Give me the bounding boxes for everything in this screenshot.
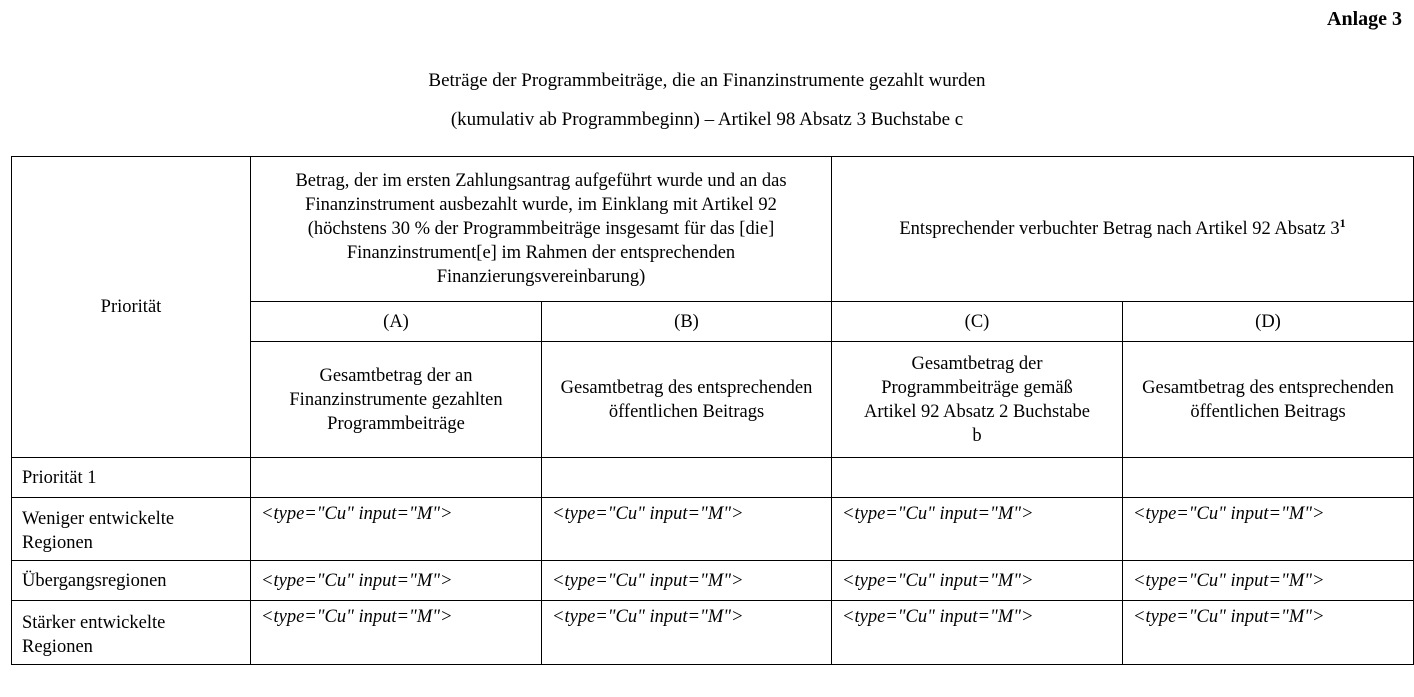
table-cell[interactable] — [542, 458, 832, 498]
table-cell[interactable]: <type="Cu" input="M"> — [1123, 601, 1414, 665]
table-cell[interactable]: <type="Cu" input="M"> — [251, 498, 542, 561]
column-description-d: Gesamtbetrag des entsprechenden öffentlichen Beitrags — [1123, 342, 1414, 458]
table-cell[interactable]: <type="Cu" input="M"> — [1123, 561, 1414, 601]
title-line-1: Beträge der Programmbeiträge, die an Finanzinstrumente gezahlt wurden — [428, 70, 986, 91]
row-label: Weniger entwickelte Regionen — [12, 498, 251, 561]
priority-header-label: Priorität — [100, 297, 162, 317]
table-cell[interactable]: <type="Cu" input="M"> — [542, 561, 832, 601]
title-line-2: (kumulativ ab Programmbeginn) – Artikel 98 Absatz 3 Buchstabe c — [450, 109, 964, 130]
group-header-ab — [251, 157, 832, 302]
table-row — [12, 458, 1414, 498]
table-cell[interactable]: <type="Cu" input="M"> — [542, 498, 832, 561]
table-cell[interactable]: <type="Cu" input="M"> — [542, 601, 832, 665]
table-cell[interactable] — [1123, 458, 1414, 498]
row-label: Stärker entwickelte Regionen — [12, 601, 251, 665]
group-header-ab-text: Betrag, der im ersten Zahlungsantrag aufgeführt wurde und an das Finanzinstrument ausbezahlt wurde, im Einklang mit Artikel 92 (höchstens 30 % der Programmbeiträge insgesamt für das [die] Finanzinstrument[e] im Rahmen der entsprechenden Finanzierungsvereinbarung) — [295, 171, 787, 287]
table-row — [12, 561, 1414, 601]
column-letter-d: (D) — [1123, 302, 1414, 342]
table-row — [12, 601, 1414, 665]
column-description-b: Gesamtbetrag des entsprechenden öffentlichen Beitrags — [542, 342, 832, 458]
group-header-cd — [832, 157, 1414, 302]
table-cell[interactable] — [251, 458, 542, 498]
group-header-cd-text: Entsprechender verbuchter Betrag nach Artikel 92 Absatz 3 — [899, 219, 1340, 239]
column-letter-c: (C) — [832, 302, 1123, 342]
row-label: Übergangsregionen — [12, 561, 251, 601]
table-cell[interactable]: <type="Cu" input="M"> — [251, 601, 542, 665]
column-letter-a: (A) — [251, 302, 542, 342]
footnote-marker: 1 — [1339, 215, 1346, 230]
table-cell[interactable]: <type="Cu" input="M"> — [251, 561, 542, 601]
column-description-c: Gesamtbetrag der Programmbeiträge gemäß Artikel 92 Absatz 2 Buchstabe b — [832, 342, 1123, 458]
contributions-table — [11, 156, 1414, 665]
table-cell[interactable]: <type="Cu" input="M"> — [832, 561, 1123, 601]
table-cell[interactable]: <type="Cu" input="M"> — [1123, 498, 1414, 561]
table-cell[interactable]: <type="Cu" input="M"> — [832, 498, 1123, 561]
column-letter-b: (B) — [542, 302, 832, 342]
annex-label: Anlage 3 — [1327, 8, 1402, 30]
priority-header-cell — [12, 157, 251, 458]
table-cell[interactable]: <type="Cu" input="M"> — [832, 601, 1123, 665]
column-description-a: Gesamtbetrag der an Finanzinstrumente gezahlten Programmbeiträge — [251, 342, 542, 458]
row-label: Priorität 1 — [12, 458, 251, 498]
table-row — [12, 498, 1414, 561]
table-cell[interactable] — [832, 458, 1123, 498]
